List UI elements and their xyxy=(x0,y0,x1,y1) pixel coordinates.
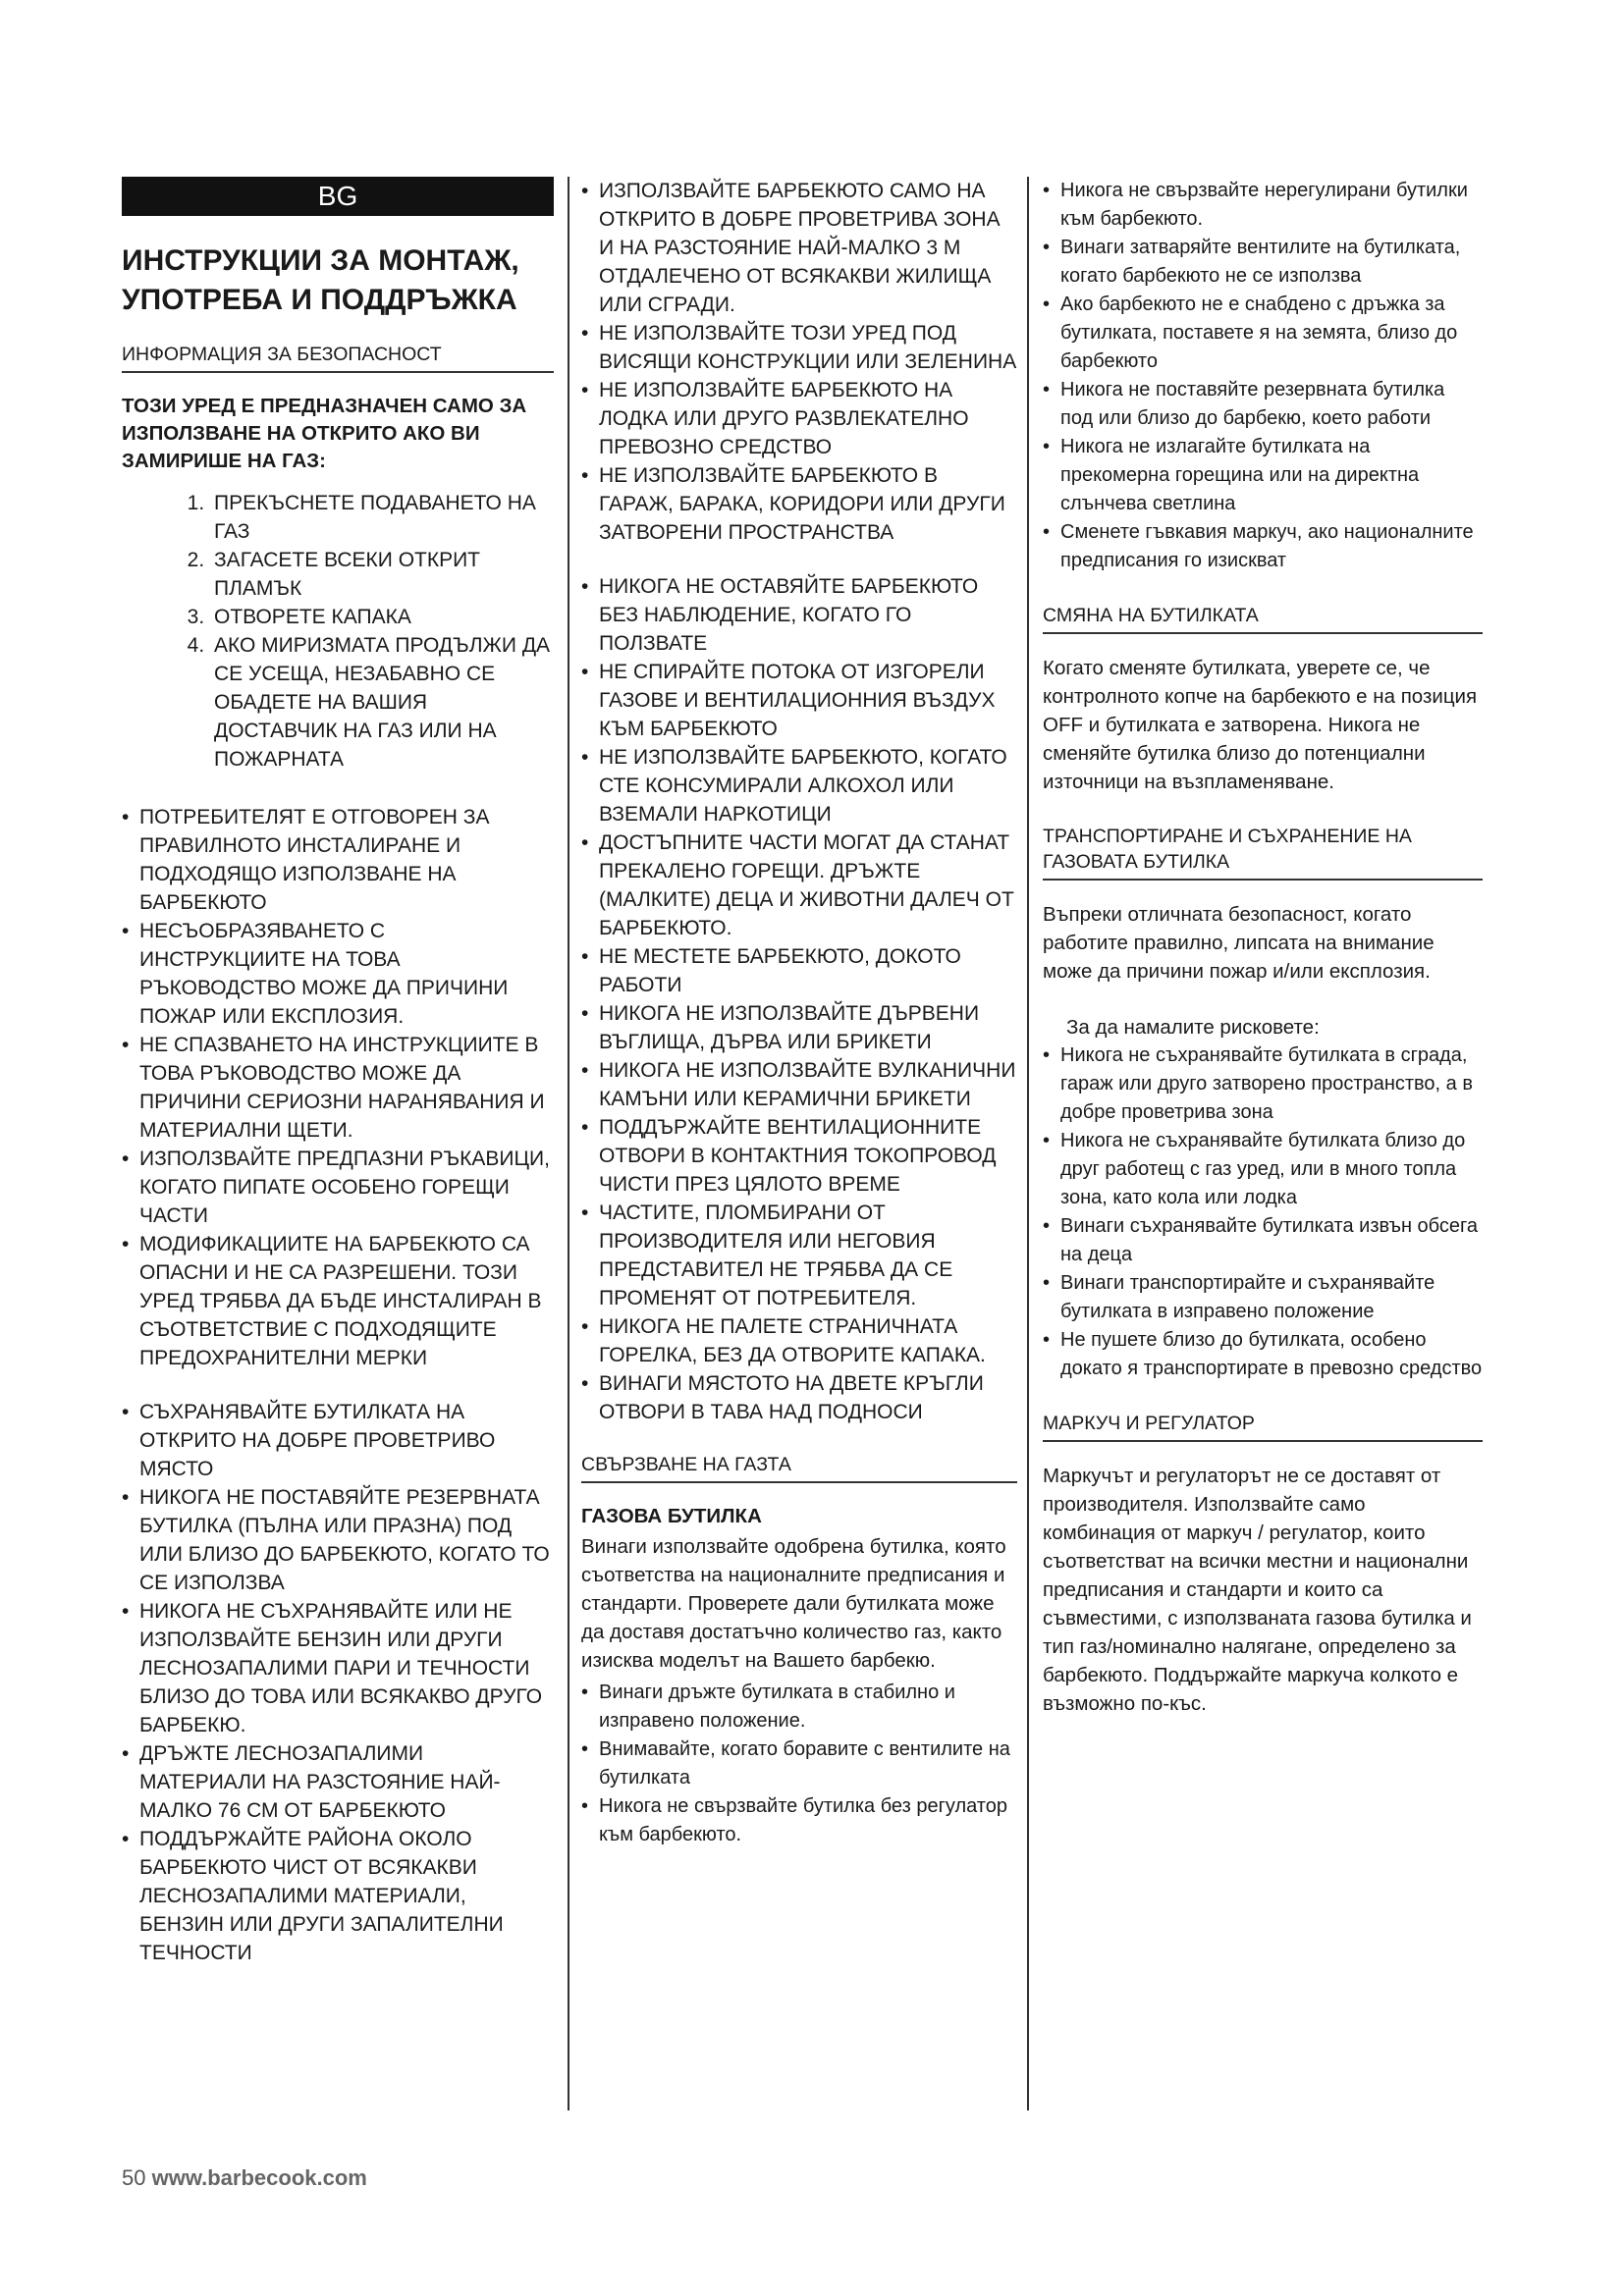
column-1 xyxy=(122,177,554,1993)
list-item: • Винаги затваряйте вентилите на бутилката, когато барбекюто не се използва xyxy=(1043,234,1483,291)
list-item: 4. АКО МИРИЗМАТА ПРОДЪЛЖИ ДА СЕ УСЕЩА, НЕЗАБАВНО СЕ ОБАДЕТЕ НА ВАШИЯ ДОСТАВЧИК НА ГАЗ ИЛИ НА ПОЖАРНАТА xyxy=(210,631,554,774)
list-item: • Никога не съхранявайте бутилката в сграда, гараж или друго затворено пространство, а в добре проветрива зона xyxy=(1043,1041,1483,1127)
list-item: • НИКОГА НЕ ИЗПОЛЗВАЙТЕ ВУЛКАНИЧНИ КАМЪНИ ИЛИ КЕРАМИЧНИ БРИКЕТИ xyxy=(581,1056,1017,1113)
warning-list xyxy=(122,1398,554,1967)
list-item: 2. ЗАГАСЕТЕ ВСЕКИ ОТКРИТ ПЛАМЪК xyxy=(210,546,554,603)
list-item: 3. ОТВОРЕТЕ КАПАКА xyxy=(210,603,554,631)
list-item: • Винаги дръжте бутилката в стабилно и изправено положение. xyxy=(581,1679,1017,1735)
gas-smell-steps xyxy=(122,489,554,774)
list-item: • ПОДДЪРЖАЙТЕ РАЙОНА ОКОЛО БАРБЕКЮТО ЧИСТ ОТ ВСЯКАКВИ ЛЕСНОЗАПАЛИМИ МАТЕРИАЛИ, БЕНЗИН ИЛИ ДРУГИ ЗАПАЛИТЕЛНИ ТЕЧНОСТИ xyxy=(122,1825,554,1967)
warning-list xyxy=(122,803,554,1372)
list-item: • Сменете гъвкавия маркуч, ако националните предписания го изискват xyxy=(1043,518,1483,575)
section-heading-safety: ИНФОРМАЦИЯ ЗА БЕЗОПАСНОСТ xyxy=(122,342,554,373)
bottle-change-text: Когато сменяте бутилката, уверете се, че контролното копче на барбекюто е на позиция OFF и бутилката е затворена. Никога не сменяйте бутилка близо до потенциални източници на възпламеняване. xyxy=(1043,657,1478,793)
list-item: • Винаги съхранявайте бутилката извън обсега на деца xyxy=(1043,1212,1483,1269)
list-item: • НИКОГА НЕ ПАЛЕТЕ СТРАНИЧНАТА ГОРЕЛКА, БЕЗ ДА ОТВОРИТЕ КАПАКА. xyxy=(581,1312,1017,1369)
list-item: • ИЗПОЛЗВАЙТЕ БАРБЕКЮТО САМО НА ОТКРИТО В ДОБРЕ ПРОВЕТРИВА ЗОНА И НА РАЗСТОЯНИЕ НАЙ-МАЛКО 3 М ОТДАЛЕЧЕНО ОТ ВСЯКАКВИ ЖИЛИЩА ИЛИ СГРАДИ. xyxy=(581,177,1017,319)
gas-bottle-text: Винаги използвайте одобрена бутилка, която съответства на националните предписания и стандарти. Проверете дали бутилката може да доставя достатъчно количество газ, както изисква моделът на Вашето барбекю. xyxy=(581,1535,1006,1672)
column-2 xyxy=(581,177,1017,1873)
gas-bottle-list xyxy=(581,1679,1017,1849)
language-tag: BG xyxy=(122,177,554,216)
page-footer xyxy=(122,2165,367,2191)
list-item: • НЕСЪОБРАЗЯВАНЕТО С ИНСТРУКЦИИТЕ НА ТОВА РЪКОВОДСТВО МОЖЕ ДА ПРИЧИНИ ПОЖАР ИЛИ ЕКСПЛОЗИЯ. xyxy=(122,917,554,1031)
list-item: • Внимавайте, когато боравите с вентилите на бутилката xyxy=(581,1735,1017,1792)
list-item: • Никога не съхранявайте бутилката близо до друг работещ с газ уред, или в много топла зона, като кола или лодка xyxy=(1043,1127,1483,1212)
list-item: • ПОТРЕБИТЕЛЯТ Е ОТГОВОРЕН ЗА ПРАВИЛНОТО ИНСТАЛИРАНЕ И ПОДХОДЯЩО ИЗПОЛЗВАНЕ НА БАРБЕКЮТО xyxy=(122,803,554,917)
column-3 xyxy=(1043,177,1483,1739)
section-heading-gas-connection: СВЪРЗВАНЕ НА ГАЗТА xyxy=(581,1452,1017,1483)
list-item: • ИЗПОЛЗВАЙТЕ ПРЕДПАЗНИ РЪКАВИЦИ, КОГАТО ПИПАТЕ ОСОБЕНО ГОРЕЩИ ЧАСТИ xyxy=(122,1145,554,1230)
list-item: • НЕ ИЗПОЛЗВАЙТЕ БАРБЕКЮТО НА ЛОДКА ИЛИ ДРУГО РАЗВЛЕКАТЕЛНО ПРЕВОЗНО СРЕДСТВО xyxy=(581,376,1017,461)
list-item: • НЕ СПИРАЙТЕ ПОТОКА ОТ ИЗГОРЕЛИ ГАЗОВЕ И ВЕНТИЛАЦИОННИЯ ВЪЗДУХ КЪМ БАРБЕКЮТО xyxy=(581,658,1017,743)
list-item: • Никога не свързвайте нерегулирани бутилки към барбекюто. xyxy=(1043,177,1483,234)
column-divider xyxy=(1027,177,1029,2110)
list-item: • Никога не поставяйте резервната бутилка под или близо до барбекю, което работи xyxy=(1043,376,1483,433)
gas-smell-warning: ТОЗИ УРЕД Е ПРЕДНАЗНАЧЕН САМО ЗА ИЗПОЛЗВАНЕ НА ОТКРИТО АКО ВИ ЗАМИРИШЕ НА ГАЗ: xyxy=(122,395,527,472)
page-number: 50 xyxy=(122,2165,146,2190)
column-divider xyxy=(568,177,569,2110)
list-item: • СЪХРАНЯВАЙТЕ БУТИЛКАТА НА ОТКРИТО НА ДОБРЕ ПРОВЕТРИВО МЯСТО xyxy=(122,1398,554,1483)
website-link[interactable]: www.barbecook.com xyxy=(151,2165,367,2190)
warning-list xyxy=(581,177,1017,547)
list-item: • Никога не излагайте бутилката на прекомерна горещина или на директна слънчева светлина xyxy=(1043,433,1483,518)
list-item: • НЕ МЕСТЕТЕ БАРБЕКЮТО, ДОКОТО РАБОТИ xyxy=(581,942,1017,999)
list-item: • Никога не свързвайте бутилка без регулатор към барбекюто. xyxy=(581,1792,1017,1849)
transport-text: Въпреки отличната безопасност, когато работите правилно, липсата на внимание може да причини пожар и/или експлозия. xyxy=(1043,903,1435,983)
list-item: • НИКОГА НЕ ОСТАВЯЙТЕ БАРБЕКЮТО БЕЗ НАБЛЮДЕНИЕ, КОГАТО ГО ПОЛЗВАТЕ xyxy=(581,572,1017,658)
list-item: • НИКОГА НЕ ИЗПОЛЗВАЙТЕ ДЪРВЕНИ ВЪГЛИЩА, ДЪРВА ИЛИ БРИКЕТИ xyxy=(581,999,1017,1056)
transport-list xyxy=(1043,1041,1483,1383)
list-item: • Ако барбекюто не е снабдено с дръжка за бутилката, поставете я на земята, близо до барбекюто xyxy=(1043,291,1483,376)
list-item: 1. ПРЕКЪСНЕТЕ ПОДАВАНЕТО НА ГАЗ xyxy=(210,489,554,546)
list-item: • Не пушете близо до бутилката, особено докато я транспортирате в превозно средство xyxy=(1043,1326,1483,1383)
list-item: • Винаги транспортирайте и съхранявайте бутилката в изправено положение xyxy=(1043,1269,1483,1326)
hose-text: Маркучът и регулаторът не се доставят от производителя. Използвайте само комбинация от маркуч / регулатор, които съответстват на всички местни и национални предписания и стандарти и които са съвместими, с използваната газова бутилка и тип газ/номинално налягане, определено за барбекюто. Поддържайте маркуча колкото е възможно по-къс. xyxy=(1043,1465,1472,1715)
list-item: • НИКОГА НЕ СЪХРАНЯВАЙТЕ ИЛИ НЕ ИЗПОЛЗВАЙТЕ БЕНЗИН ИЛИ ДРУГИ ЛЕСНОЗАПАЛИМИ ПАРИ И ТЕЧНОСТИ БЛИЗО ДО ТОВА ИЛИ ВСЯКАКВО ДРУГО БАРБЕКЮ. xyxy=(122,1597,554,1739)
section-heading-bottle-change: СМЯНА НА БУТИЛКАТА xyxy=(1043,603,1483,634)
list-item: • МОДИФИКАЦИИТЕ НА БАРБЕКЮТО СА ОПАСНИ И НЕ СА РАЗРЕШЕНИ. ТОЗИ УРЕД ТРЯБВА ДА БЪДЕ ИНСТАЛИРАН В СЪОТВЕТСТВИЕ С ПОДХОДЯЩИТЕ ПРЕДОХРАНИТЕЛНИ МЕРКИ xyxy=(122,1230,554,1372)
list-item: • НЕ ИЗПОЛЗВАЙТЕ ТОЗИ УРЕД ПОД ВИСЯЩИ КОНСТРУКЦИИ ИЛИ ЗЕЛЕНИНА xyxy=(581,319,1017,376)
list-item: • НЕ ИЗПОЛЗВАЙТЕ БАРБЕКЮТО В ГАРАЖ, БАРАКА, КОРИДОРИ ИЛИ ДРУГИ ЗАТВОРЕНИ ПРОСТРАНСТВА xyxy=(581,461,1017,547)
list-item: • ЧАСТИТЕ, ПЛОМБИРАНИ ОТ ПРОИЗВОДИТЕЛЯ ИЛИ НЕГОВИЯ ПРЕДСТАВИТЕЛ НЕ ТРЯБВА ДА СЕ ПРОМЕНЯТ ОТ ПОТРЕБИТЕЛЯ. xyxy=(581,1199,1017,1312)
bottle-safety-list xyxy=(1043,177,1483,575)
list-item: • НЕ СПАЗВАНЕТО НА ИНСТРУКЦИИТЕ В ТОВА РЪКОВОДСТВО МОЖЕ ДА ПРИЧИНИ СЕРИОЗНИ НАРАНЯВАНИЯ И МАТЕРИАЛНИ ЩЕТИ. xyxy=(122,1031,554,1145)
list-item: • ДРЪЖТЕ ЛЕСНОЗАПАЛИМИ МАТЕРИАЛИ НА РАЗСТОЯНИЕ НАЙ-МАЛКО 76 СМ ОТ БАРБЕКЮТО xyxy=(122,1739,554,1825)
subheading-gas-bottle: ГАЗОВА БУТИЛКА xyxy=(581,1505,762,1527)
warning-list xyxy=(581,572,1017,1426)
list-item: • ДОСТЪПНИТЕ ЧАСТИ МОГАТ ДА СТАНАТ ПРЕКАЛЕНО ГОРЕЩИ. ДРЪЖТЕ (МАЛКИТЕ) ДЕЦА И ЖИВОТНИ ДАЛЕЧ ОТ БАРБЕКЮТО. xyxy=(581,828,1017,942)
section-heading-hose: МАРКУЧ И РЕГУЛАТОР xyxy=(1043,1411,1483,1442)
list-item: • ПОДДЪРЖАЙТЕ ВЕНТИЛАЦИОННИТЕ ОТВОРИ В КОНТАКТНИЯ ТОКОПРОВОД ЧИСТИ ПРЕЗ ЦЯЛОТО ВРЕМЕ xyxy=(581,1113,1017,1199)
section-heading-transport: ТРАНСПОРТИРАНЕ И СЪХРАНЕНИЕ НА ГАЗОВАТА БУТИЛКА xyxy=(1043,824,1483,881)
transport-intro: За да намалите рисковете: xyxy=(1066,1016,1320,1039)
list-item: • НИКОГА НЕ ПОСТАВЯЙТЕ РЕЗЕРВНАТА БУТИЛКА (ПЪЛНА ИЛИ ПРАЗНА) ПОД ИЛИ БЛИЗО ДО БАРБЕКЮТО, КОГАТО ТО СЕ ИЗПОЛЗВА xyxy=(122,1483,554,1597)
page-title: ИНСТРУКЦИИ ЗА МОНТАЖ, УПОТРЕБА И ПОДДРЪЖКА xyxy=(122,244,519,316)
list-item: • НЕ ИЗПОЛЗВАЙТЕ БАРБЕКЮТО, КОГАТО СТЕ КОНСУМИРАЛИ АЛКОХОЛ ИЛИ ВЗЕМАЛИ НАРКОТИЦИ xyxy=(581,743,1017,828)
list-item: • ВИНАГИ МЯСТОТО НА ДВЕТЕ КРЪГЛИ ОТВОРИ В ТАВА НАД ПОДНОСИ xyxy=(581,1369,1017,1426)
